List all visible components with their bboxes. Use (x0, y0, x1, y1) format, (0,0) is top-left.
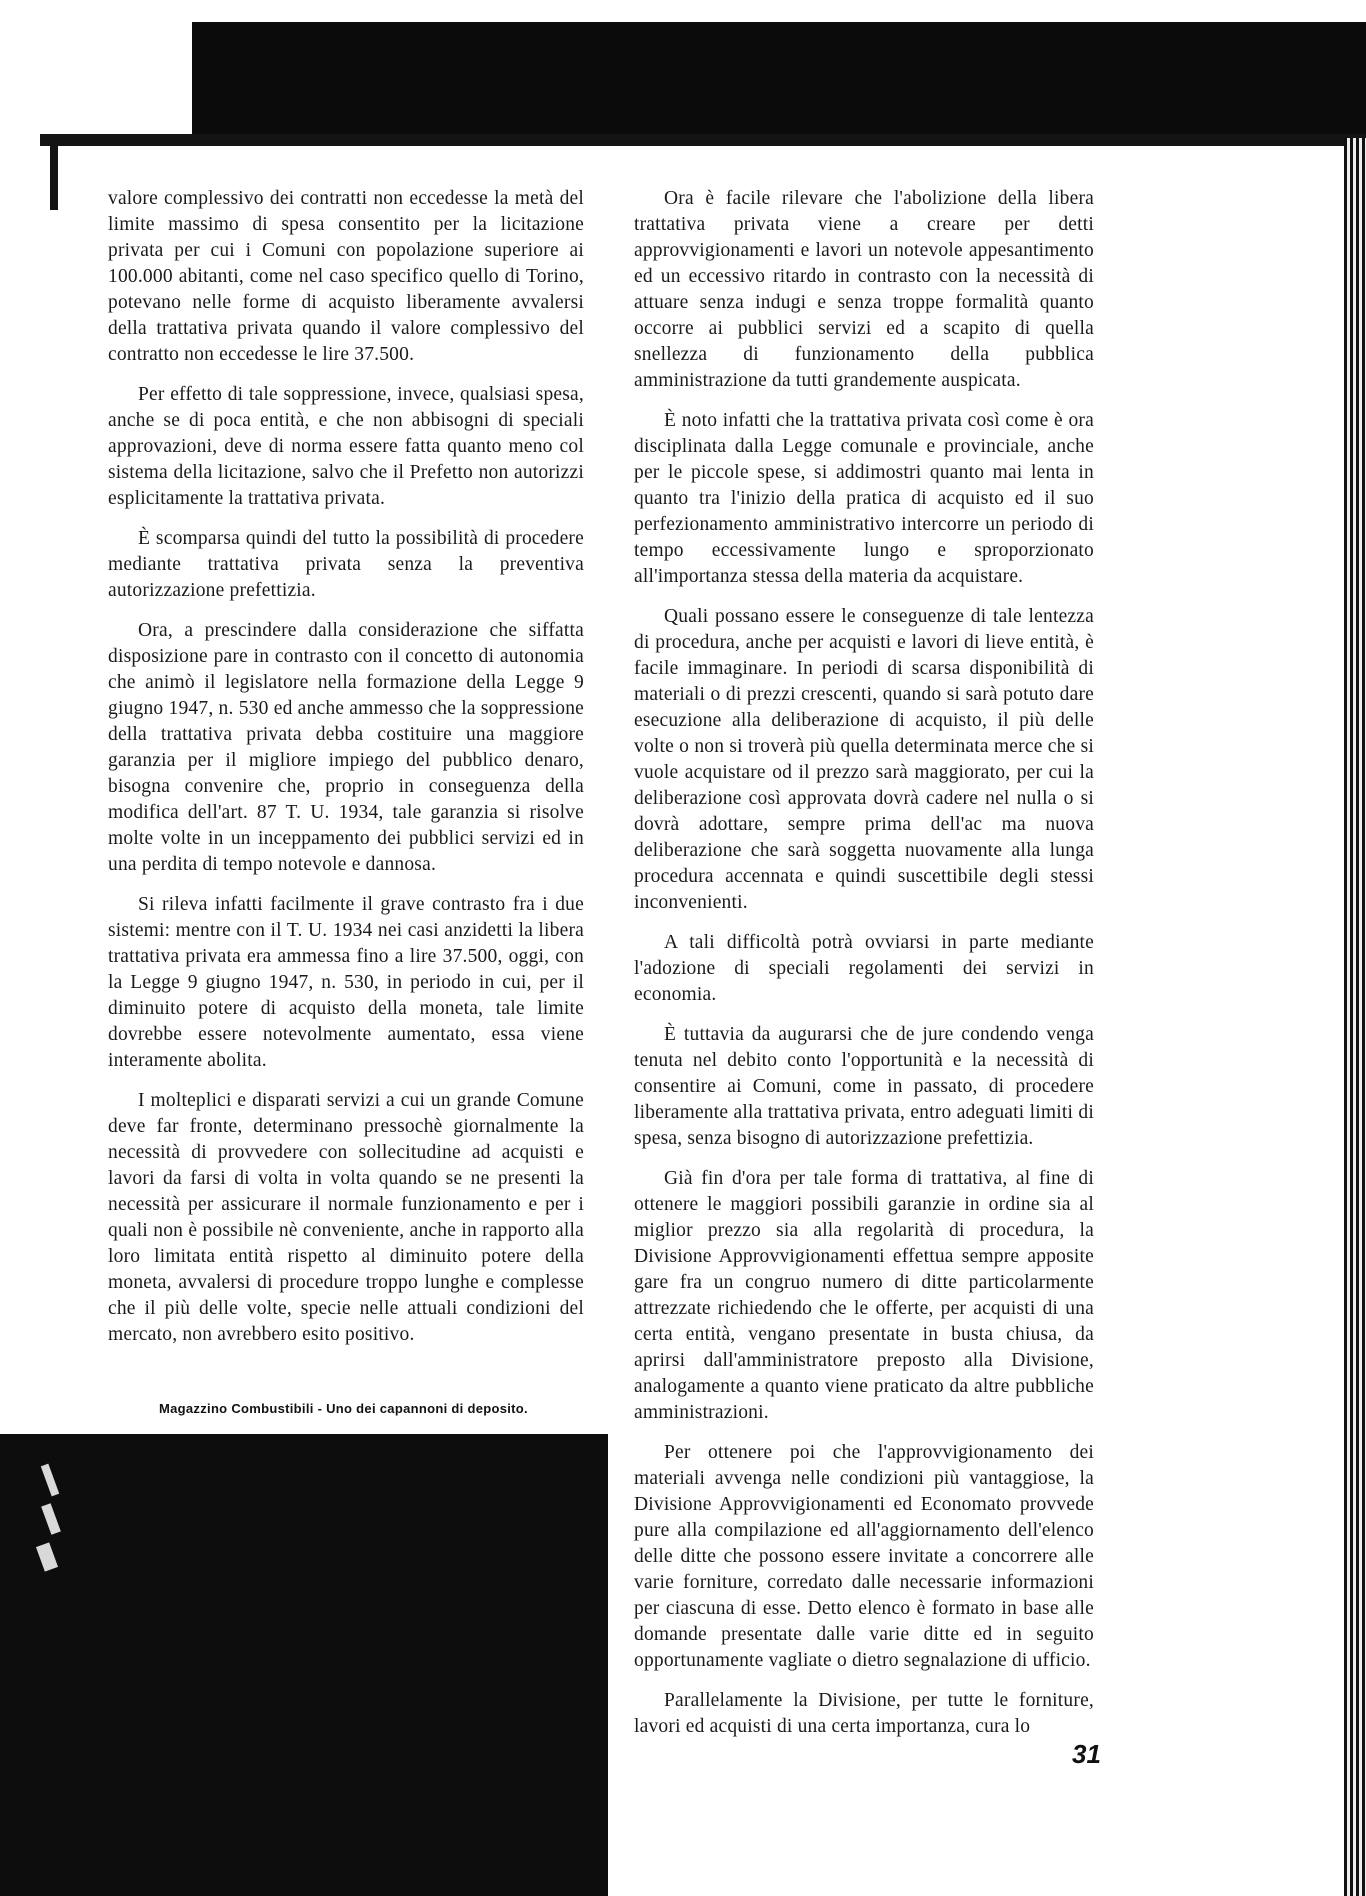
paragraph: È noto infatti che la trattativa privata così come è ora disciplinata dalla Legge comunale e provinciale, anche per le piccole spese, si addimostri quanto mai lenta in quanto tra l'inizio della pratica di acquisto ed il suo perfezionamento amministrativo intercorre un periodo di tempo eccessivamente lungo e sproporzionato all'importanza stessa della materia da acquistare. (634, 410, 1094, 587)
top-black-band (192, 22, 1366, 138)
left-text-column (108, 186, 584, 1362)
page-edge-rule (40, 134, 1366, 146)
right-text-column (634, 186, 1094, 1754)
photo-caption: Magazzino Combustibili - Uno dei capannoni di deposito. (159, 1401, 528, 1416)
page-edge-post (50, 138, 58, 210)
paragraph: Ora, a prescindere dalla considerazione che siffatta disposizione pare in contrasto con il concetto di autonomia che animò il legislatore nella formazione della Legge 9 giugno 1947, n. 530 ed anche ammesso che la soppressione della trattativa privata debba costituire una maggiore garanzia per il migliore impiego del pubblico denaro, bisogna convenire che, proprio in conseguenza della modifica dell'art. 87 T. U. 1934, tale garanzia si risolve molte volte in un inceppamento dei pubblici servizi ed in una perdita di tempo notevole e dannosa. (108, 620, 584, 875)
paragraph: Ora è facile rilevare che l'abolizione della libera trattativa privata viene a creare per detti approvvigionamenti e lavori un notevole appesantimento ed un eccessivo ritardo in contrasto con la necessità di attuare senza indugi e senza troppe formalità quanto occorre ai pubblici servizi ed a scapito di quella snellezza di funzionamento della pubblica amministrazione da tutti grandemente auspicata. (634, 188, 1094, 391)
page-number: 31 (1072, 1739, 1101, 1769)
paragraph: Per effetto di tale soppressione, invece, qualsiasi spesa, anche se di poca entità, e che non abbisogni di speciali approvazioni, deve di norma essere fatta quanto meno col sistema della licitazione, salvo che il Prefetto non autorizzi esplicitamente la trattativa privata. (108, 384, 584, 509)
paragraph: valore complessivo dei contratti non eccedesse la metà del limite massimo di spesa consentito per la licitazione privata per cui i Comuni con popolazione superiore ai 100.000 abitanti, come nel caso specifico quello di Torino, potevano nelle forme di acquisto liberamente avvalersi della trattativa privata quando il valore complessivo del contratto non eccedesse le lire 37.500. (108, 188, 584, 365)
right-edge-stripes (1344, 138, 1366, 1896)
paragraph: Per ottenere poi che l'approvvigionamento dei materiali avvenga nelle condizioni più vantaggiose, la Divisione Approvvigionamenti ed Economato provvede pure alla compilazione ed all'aggiornamento dell'elenco delle ditte che possono essere invitate a concorrere alle varie forniture, corredato dalle necessarie informazioni per ciascuna di esse. Detto elenco è formato in base alle domande presentate dalle varie ditte ed in seguito opportunamente vagliate o dietro segnalazione di ufficio. (634, 1442, 1094, 1671)
paragraph: I molteplici e disparati servizi a cui un grande Comune deve far fronte, determinano pressochè giornalmente la necessità di provvedere con sollecitudine ad acquisti e lavori da farsi di volta in volta quando se ne presenti la necessità per assicurare il normale funzionamento e per i quali non è possibile nè conveniente, anche in rapporto alla loro limitata entità rispetto al diminuito potere della moneta, avvalersi di procedure troppo lunghe e complesse che il più delle volte, specie nelle attuali condizioni del mercato, non avrebbero esito positivo. (108, 1090, 584, 1345)
paragraph: Si rileva infatti facilmente il grave contrasto fra i due sistemi: mentre con il T. U. 1934 nei casi anzidetti la libera trattativa privata era ammessa fino a lire 37.500, oggi, con la Legge 9 giugno 1947, n. 530, in periodo in cui, per il diminuito potere di acquisto della moneta, tale limite dovrebbe essere notevolmente aumentato, essa viene interamente abolita. (108, 894, 584, 1071)
paragraph: È scomparsa quindi del tutto la possibilità di procedere mediante trattativa privata senza la preventiva autorizzazione prefettizia. (108, 528, 584, 601)
warehouse-photo (0, 1434, 608, 1896)
paragraph: Quali possano essere le conseguenze di tale lentezza di procedura, anche per acquisti e lavori di lieve entità, è facile immaginare. In periodi di scarsa disponibilità di materiali o di prezzi crescenti, quando si sarà potuto dare esecuzione alla deliberazione di acquisto, il più delle volte o non si troverà più quella determinata merce che si vuole acquistare od il prezzo sarà maggiorato, per cui la deliberazione così approvata dovrà cadere nel nulla o si dovrà adottare, sempre prima dell'ac ma nuova deliberazione che sarà soggetta nuovamente alla lunga procedura accennata e quindi suscettibile degli stessi inconvenienti. (634, 606, 1094, 913)
paragraph: Già fin d'ora per tale forma di trattativa, al fine di ottenere le maggiori possibili garanzie in ordine sia al miglior prezzo sia alla regolarità di procedura, la Divisione Approvvigionamenti effettua sempre apposite gare fra un congruo numero di ditte particolarmente attrezzate richiedendo che le offerte, per acquisti di una certa entità, vengano presentate in busta chiusa, da aprirsi dall'amministratore preposto alla Divisione, analogamente a quanto viene praticato da altre pubbliche amministrazioni. (634, 1168, 1094, 1423)
paragraph: A tali difficoltà potrà ovviarsi in parte mediante l'adozione di speciali regolamenti dei servizi in economia. (634, 932, 1094, 1005)
paragraph: Parallelamente la Divisione, per tutte le forniture, lavori ed acquisti di una certa importanza, cura lo (634, 1690, 1094, 1737)
paragraph: È tuttavia da augurarsi che de jure condendo venga tenuta nel debito conto l'opportunità e la necessità di consentire ai Comuni, come in passato, di procedere liberamente alla trattativa privata, entro adeguati limiti di spesa, senza bisogno di autorizzazione prefettizia. (634, 1024, 1094, 1149)
